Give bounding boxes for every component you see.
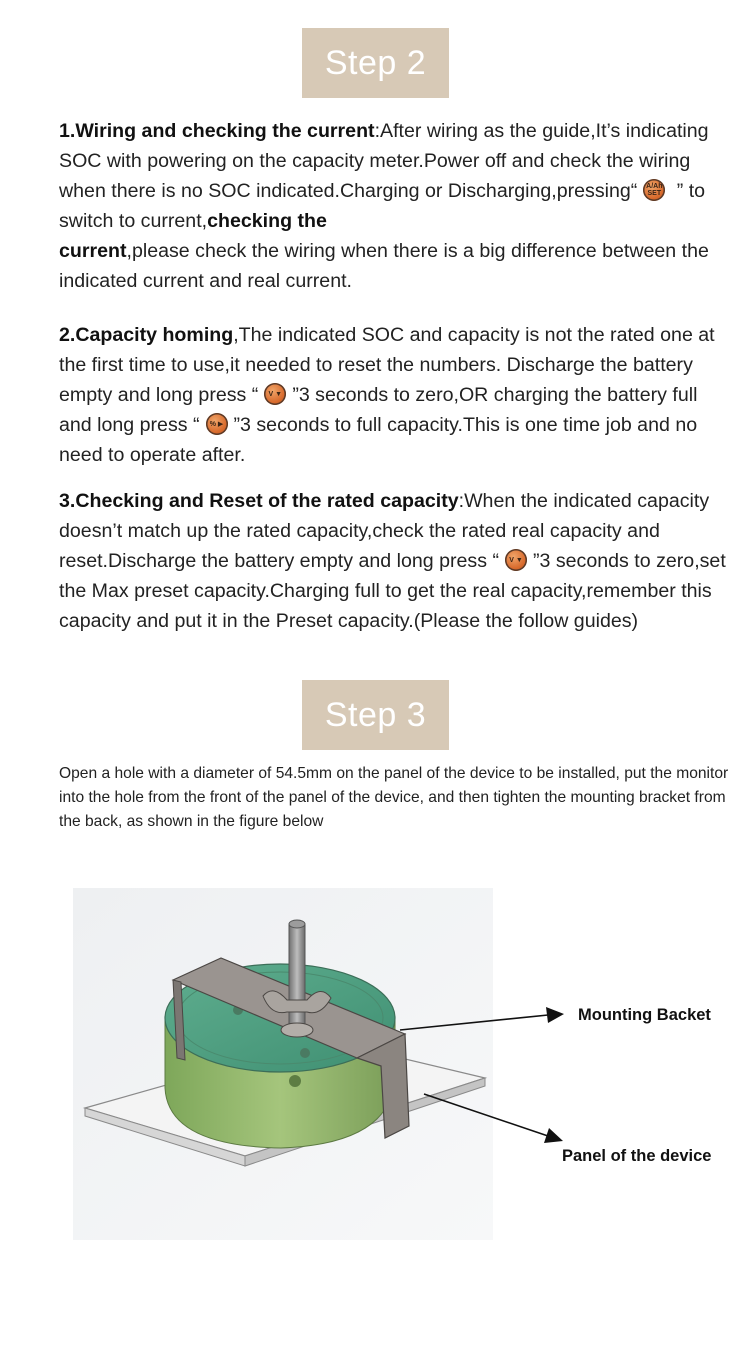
wiring-text-a: :After wiring as the guide,It’s indicating SOC with powering on the capacity meter.Power off and check the wiring when there is no SOC indicated.Charging or Discharging,pressing“ (59, 120, 709, 202)
wiring-heading: 1.Wiring and checking the current (59, 120, 375, 142)
screw-hole (289, 1075, 301, 1087)
rated-text-b: ”3 seconds to zero,set the Max preset capacity.Charging full to get the real capacity,remember this capacity and put it in the Preset capacity.(Please the follow guides) (59, 550, 726, 632)
rated-capacity-heading: 3.Checking and Reset of the rated capacity (59, 490, 459, 512)
paragraph-wiring-check (59, 116, 734, 296)
panel-arrow-head (544, 1128, 563, 1143)
homing-text-a: ,The indicated SOC and capacity is not the rated one at the first time to use,it needed to reset the numbers. Discharge the battery empty and long press “ (59, 324, 715, 406)
homing-text-b: ”3 seconds to zero,OR charging the battery full and long press “ (59, 384, 698, 436)
label-device-panel: Panel of the device (562, 1147, 712, 1165)
right-button-icon (206, 413, 228, 435)
bracket-arrow-head (546, 1007, 564, 1023)
wiring-text-b: ” to switch to current, (59, 180, 706, 232)
down-button-icon-label: V ▼ (268, 390, 283, 398)
right-button-icon-label: % ▶ (209, 420, 224, 428)
step-3-title: Step 3 (324, 695, 427, 734)
wiring-text-c: ,please check the wiring when there is a big difference between the indicated current and real current. (59, 240, 709, 292)
step-2-title: Step 2 (324, 43, 427, 82)
down-button-icon-label: V ▼ (509, 556, 523, 564)
homing-text-c: ”3 seconds to full capacity.This is one time job and no need to operate after. (59, 414, 698, 466)
down-button-icon (505, 549, 527, 571)
paragraph-capacity-homing (59, 320, 734, 470)
label-mounting-bracket: Mounting Backet (578, 1006, 711, 1024)
screw-hole (300, 1048, 310, 1058)
mounting-figure (73, 888, 493, 1240)
set-button-icon (643, 179, 665, 201)
step-3-banner (302, 680, 449, 750)
bolt (289, 922, 305, 1034)
checking-current-bold-b: current (59, 240, 127, 262)
step-3-instructions: Open a hole with a diameter of 54.5mm on the panel of the device to be installed, put the monitor into the hole from the front of the panel of the device, and then tighten the mounting bracket from the back, as shown in the figure below (59, 765, 729, 830)
homing-heading: 2.Capacity homing (59, 324, 234, 346)
checking-current-bold-a: checking the (207, 210, 327, 232)
step-2-banner (302, 28, 449, 98)
rated-text-a: :When the indicated capacity doesn’t match up the rated capacity,check the rated real capacity and reset.Discharge the battery empty and long press “ (59, 490, 710, 572)
set-button-icon-label: A/Ah SET (646, 183, 663, 197)
paragraph-rated-capacity (59, 486, 734, 636)
down-button-icon (264, 383, 286, 405)
